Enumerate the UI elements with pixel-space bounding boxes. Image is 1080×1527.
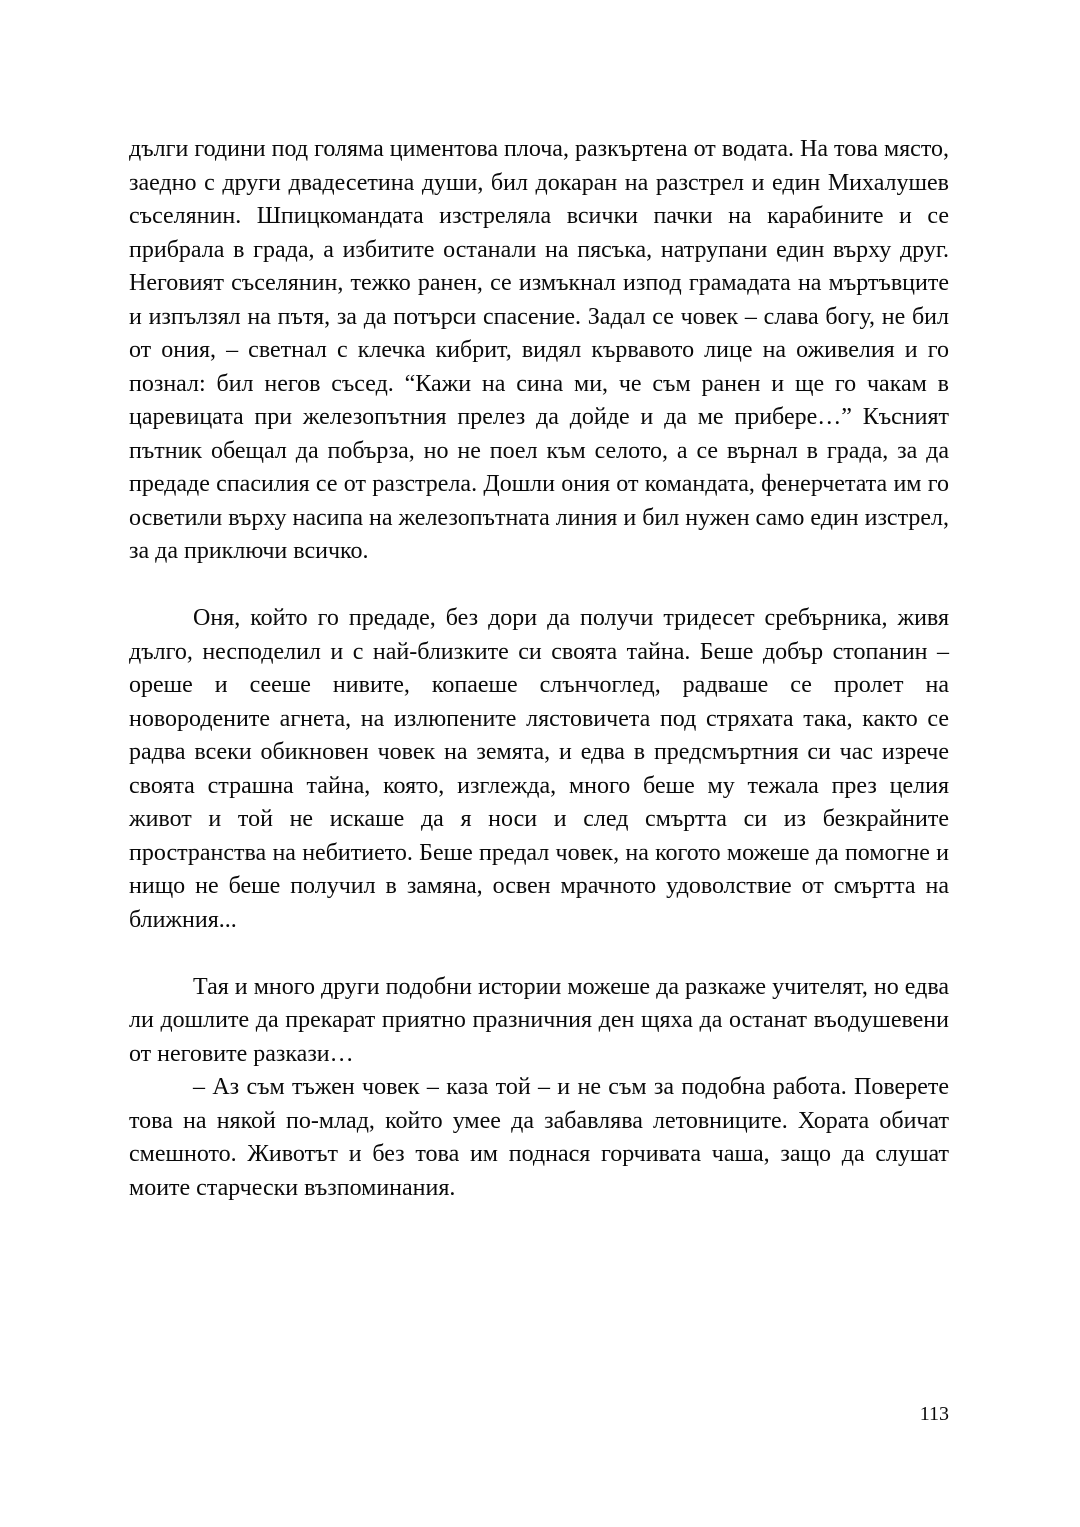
page-number: 113	[919, 1403, 949, 1425]
paragraph-3: Тая и много други подобни истории можеше да разкаже учителят, но едва ли дошлите да прекарат приятно празничния ден щяха да останат въодушевени от неговите разкази…	[129, 973, 949, 1067]
paragraph-4: – Аз съм тъжен човек – каза той – и не съм за подобна работа. Поверете това на някой по-млад, който умее да забавлява летовниците. Хората обичат смешното. Животът и без това им поднася горчивата чаша, защо да слушат моите старчески възпоминания.	[129, 1074, 949, 1201]
paragraph-2: Оня, който го предаде, без дори да получи тридесет сребърника, живя дълго, несподелил и с най-близките си своята тайна. Беше добър стопанин – ореше и сееше нивите, копаеше слънчоглед, радваше се пролет на новородените агнета, на излюпените лястовичета под стряхата така, както се радва всеки обикновен човек на земята, и едва в предсмъртния си час изрече своята страшна тайна, която, изглежда, много беше му тежала през целия живот и той не искаше да я носи и след смъртта си из безкрайните пространства на небитието. Беше предал човек, на когото можеше да помогне и нищо не беше получил в замяна, освен мрачното удоволствие от смъртта на ближния...	[129, 605, 949, 933]
text-block	[129, 133, 949, 1205]
paragraph-1: дълги години под голяма циментова плоча, разкъртена от водата. На това място, заедно с други двадесетина души, бил докаран на разстрел и един Михалушев съселянин. Шпицкомандата изстреляла всички пачки на карабините и се прибрала в града, а избитите останали на пясъка, натрупани един върху друг. Неговият съселянин, тежко ранен, се измъкнал изпод грамадата на мъртъвците и изпълзял на пътя, за да потърси спасение. Задал се човек – слава богу, не бил от ония, – светнал с клечка кибрит, видял кървавото лице на оживелия и го познал: бил негов съсед. “Кажи на сина ми, че съм ранен и ще го чакам в царевицата при железопътния прелез да дойде и да ме прибере…” Късният пътник обещал да побърза, но не поел към селото, а се върнал в града, за да предаде спасилия се от разстрела. Дошли ония от командата, фенерчетата им го осветили върху насипа на железопътната линия и бил нужен само един изстрел, за да приключи всичко.	[129, 136, 949, 564]
